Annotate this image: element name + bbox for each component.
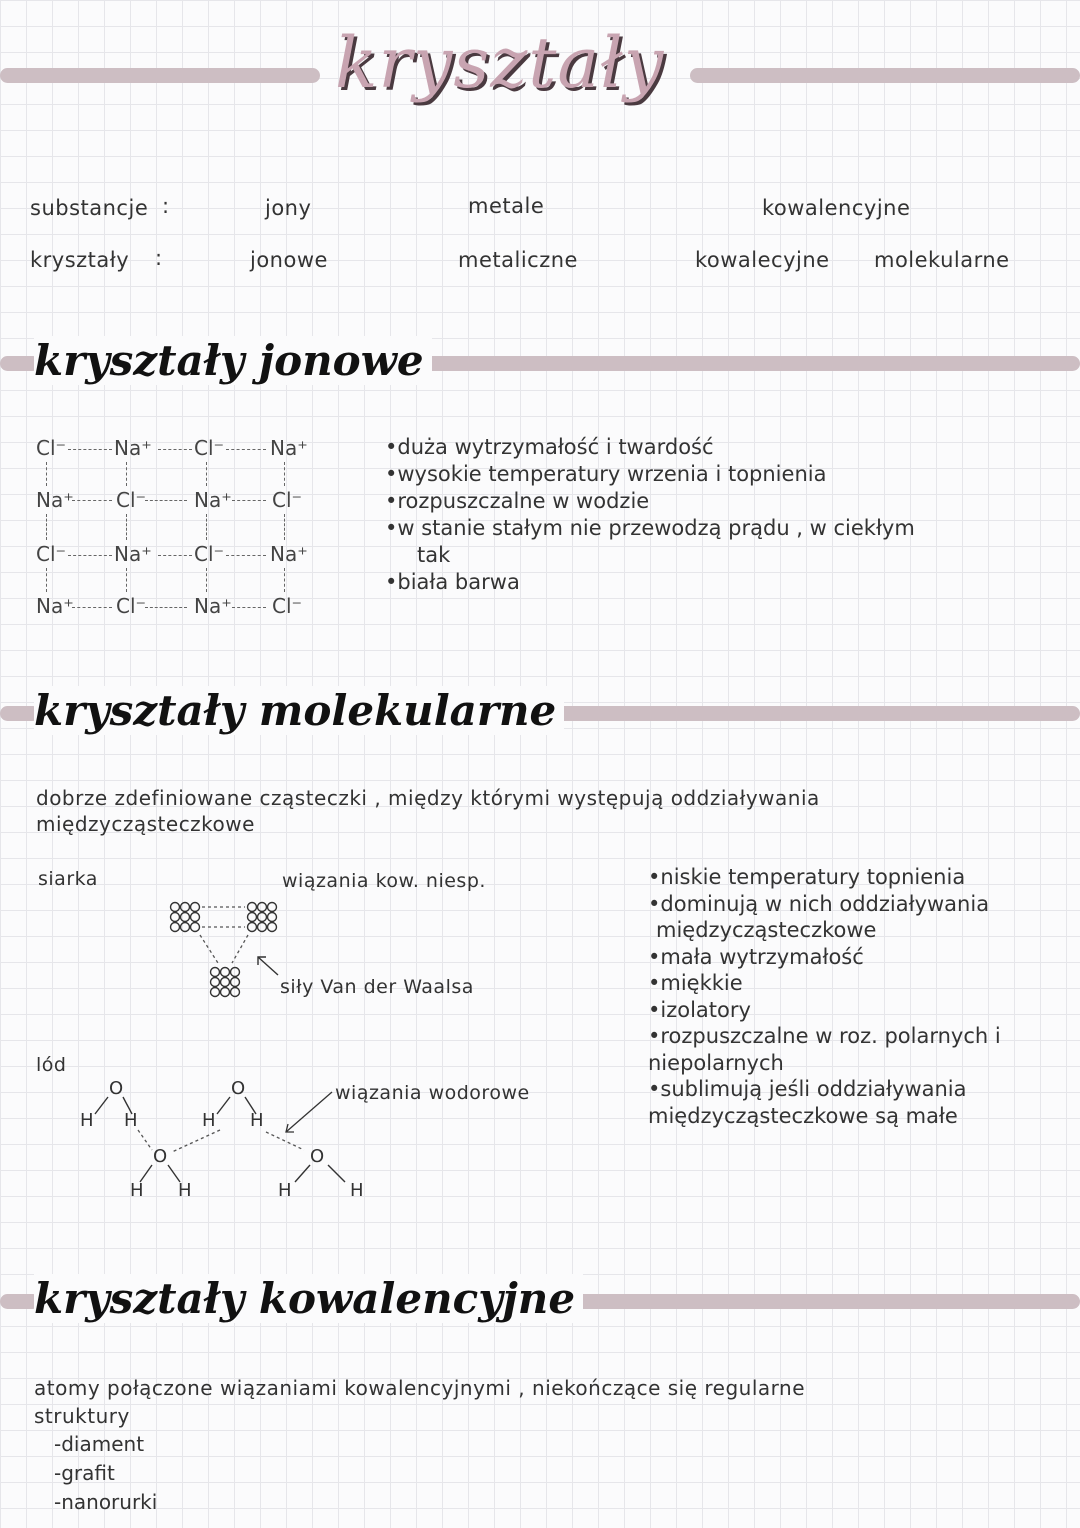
ion: Cl⁻	[116, 594, 147, 618]
hydrogen-atom: H	[178, 1180, 192, 1201]
page-title: kryształy	[335, 22, 665, 104]
ionic-band-right	[355, 356, 1080, 371]
ion: Na⁺	[194, 488, 232, 512]
hydrogen-atom: H	[350, 1180, 364, 1201]
oxygen-atom: O	[231, 1078, 246, 1099]
ion: Cl⁻	[116, 488, 147, 512]
oxygen-atom: O	[109, 1078, 124, 1099]
oxygen-atom: O	[153, 1146, 168, 1167]
molecular-heading: kryształy molekularne	[34, 686, 564, 735]
list-item: •wysokie temperatury wrzenia i topnienia	[385, 462, 827, 486]
sulfur-diagram	[160, 895, 290, 1005]
ice-label: lód	[36, 1054, 67, 1076]
list-item: •niskie temperatury topnienia	[648, 865, 966, 889]
list-item: niepolarnych	[648, 1050, 784, 1075]
ion: Cl⁻	[272, 594, 303, 618]
hydrogen-atom: H	[278, 1180, 292, 1201]
list-item: •rozpuszczalne w wodzie	[385, 489, 650, 513]
row-label-colon-1: :	[162, 194, 170, 218]
ion: Na⁺	[114, 436, 152, 460]
list-item: •miękkie	[648, 971, 743, 995]
ion: Na⁺	[36, 488, 74, 512]
ice-diagram	[60, 1070, 400, 1210]
list-item: •dominują w nich oddziaływania	[648, 891, 990, 916]
list-item: •izolatory	[648, 997, 751, 1022]
hydrogen-atom: H	[130, 1180, 144, 1201]
crystal-ionic: jonowe	[250, 248, 328, 272]
row-label-substances: substancje	[30, 196, 149, 220]
ion: Cl⁻	[36, 436, 67, 460]
list-item: •mała wytrzymałość	[648, 944, 864, 969]
list-item: międzycząsteczkowe	[656, 918, 877, 942]
list-item: -diament	[54, 1432, 145, 1456]
ion: Cl⁻	[36, 542, 67, 566]
hydrogen-atom: H	[124, 1110, 138, 1131]
list-item: •rozpuszczalne w roz. polarnych i	[648, 1024, 1001, 1048]
ion: Cl⁻	[272, 488, 303, 512]
hydrogen-atom: H	[202, 1110, 216, 1131]
covalent-description-1: atomy połączone wiązaniami kowalencyjnymi , niekończące się regularne	[34, 1376, 806, 1400]
ion: Na⁺	[114, 542, 152, 566]
ion: Na⁺	[270, 542, 308, 566]
hydrogen-bond-label: wiązania wodorowe	[335, 1082, 530, 1104]
arrow-icon	[258, 957, 278, 975]
covalent-bond-label: wiązania kow. niesp.	[282, 870, 486, 892]
row-label-crystals: kryształy	[30, 248, 130, 272]
molecular-description-1: dobrze zdefiniowane cząsteczki , między którymi występują oddziaływania	[36, 786, 820, 810]
hydrogen-atom: H	[80, 1110, 94, 1131]
covalent-description-2: struktury	[34, 1404, 130, 1428]
s8-molecule-2	[248, 903, 277, 932]
list-item: •sublimują jeśli oddziaływania	[648, 1077, 967, 1101]
molecular-description-2: międzycząsteczkowe	[36, 812, 255, 836]
arrow-icon	[286, 1092, 332, 1132]
ion: Cl⁻	[194, 436, 225, 460]
list-item: tak	[417, 543, 451, 567]
list-item: międzycząsteczkowe są małe	[648, 1103, 958, 1128]
oxygen-atom: O	[310, 1146, 325, 1167]
ion: Na⁺	[270, 436, 308, 460]
title-band-left	[0, 68, 320, 83]
covalent-heading: kryształy kowalencyjne	[34, 1274, 583, 1323]
list-item: -nanorurki	[54, 1490, 158, 1514]
crystal-metallic: metaliczne	[458, 248, 578, 272]
ionic-properties	[385, 434, 915, 596]
list-item: •biała barwa	[385, 570, 520, 594]
ion: Na⁺	[36, 594, 74, 618]
substance-metals: metale	[468, 194, 545, 218]
ion: Na⁺	[194, 594, 232, 618]
covalent-examples	[54, 1430, 157, 1517]
list-item: •duża wytrzymałość i twardość	[385, 435, 714, 459]
s8-molecule-1	[171, 903, 200, 932]
list-item: -grafit	[54, 1461, 115, 1485]
crystal-molecular: molekularne	[874, 248, 1010, 272]
crystal-covalent: kowalecyjne	[695, 248, 830, 272]
hydrogen-atom: H	[250, 1110, 264, 1131]
ionic-heading: kryształy jonowe	[34, 336, 432, 385]
title-band-right	[690, 68, 1080, 83]
vdw-label: siły Van der Waalsa	[280, 976, 474, 998]
sulfur-label: siarka	[38, 868, 98, 890]
list-item: •w stanie stałym nie przewodzą prądu , w ciekłym	[385, 516, 915, 540]
substance-ions: jony	[265, 196, 312, 220]
s8-molecule-3	[211, 968, 240, 997]
molecular-properties	[648, 864, 1001, 1129]
row-label-colon-2: :	[155, 246, 163, 270]
substance-covalent: kowalencyjne	[762, 196, 911, 220]
ion: Cl⁻	[194, 542, 225, 566]
